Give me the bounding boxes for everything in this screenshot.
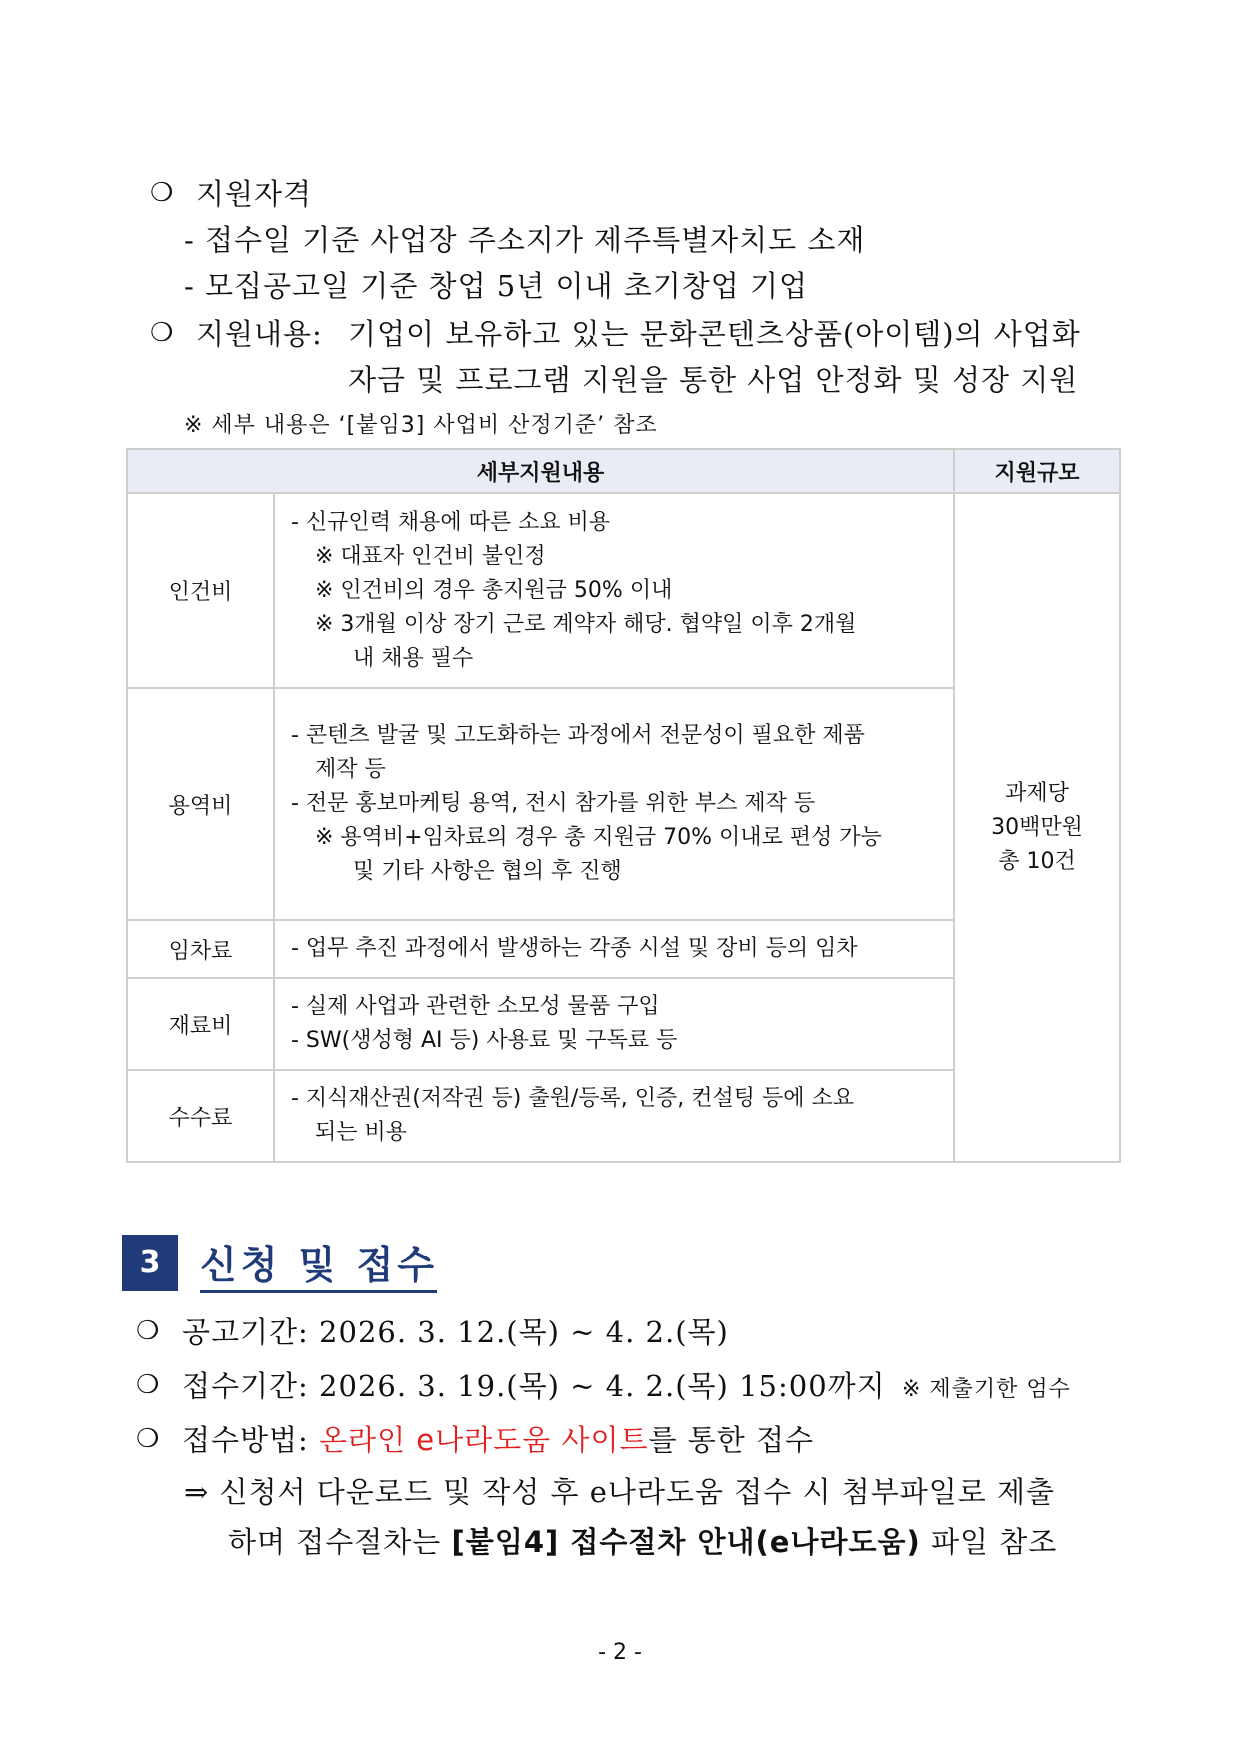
support-line-2: 자금 및 프로그램 지원을 통한 사업 안정화 및 성장 지원 xyxy=(348,363,1079,397)
row-category: 임차료 xyxy=(127,920,274,978)
table-header-row xyxy=(127,449,1120,493)
row-category: 용역비 xyxy=(127,688,274,920)
detail-post: 파일 참조 xyxy=(931,1525,1058,1559)
desc-line: 내 채용 필수 xyxy=(353,645,474,671)
header-scale: 지원규모 xyxy=(954,449,1120,493)
row-category: 수수료 xyxy=(127,1070,274,1162)
scale-line: 30백만원 xyxy=(991,814,1083,840)
method-highlight: 온라인 e나라도움 사이트 xyxy=(319,1423,649,1457)
desc-line: ※ 용역비+임차료의 경우 총 지원금 70% 이내로 편성 가능 xyxy=(315,825,882,850)
desc-line: - 실제 사업과 관련한 소모성 물품 구입 xyxy=(291,994,660,1019)
desc-line: ※ 3개월 이상 장기 근로 계약자 해당. 협약일 이후 2개월 xyxy=(315,611,857,637)
row-description xyxy=(274,920,954,978)
row-description xyxy=(274,1070,954,1162)
desc-line: - 전문 홍보마케팅 용역, 전시 참가를 위한 부스 제작 등 xyxy=(291,791,816,816)
support-note: ※ 세부 내용은 ‘[붙임3] 사업비 산정기준’ 참조 xyxy=(184,413,658,438)
eligibility-title: 지원자격 xyxy=(196,177,313,211)
desc-line: - 지식재산권(저작권 등) 출원/등록, 인증, 컨설팅 등에 소요 xyxy=(291,1086,855,1111)
circle-bullet-icon: ❍ xyxy=(136,1370,160,1400)
notice-period: 공고기간: 2026. 3. 12.(목) ~ 4. 2.(목) xyxy=(182,1315,729,1349)
desc-line: ※ 인건비의 경우 총지원금 50% 이내 xyxy=(315,577,673,603)
receipt-period: 접수기간: 2026. 3. 19.(목) ~ 4. 2.(목) 15:00까지 xyxy=(182,1369,886,1403)
circle-bullet-icon: ❍ xyxy=(136,1424,160,1454)
row-category: 재료비 xyxy=(127,978,274,1070)
support-line-1: 기업이 보유하고 있는 문화콘텐츠상품(아이템)의 사업화 xyxy=(348,317,1081,351)
receipt-method xyxy=(182,1418,814,1459)
section-title-underline xyxy=(200,1290,437,1293)
desc-line: 되는 비용 xyxy=(315,1120,408,1145)
desc-line: - SW(생성형 AI 등) 사용료 및 구독료 등 xyxy=(291,1028,678,1053)
scale-line: 과제당 xyxy=(1005,780,1069,806)
scale-line: 총 10건 xyxy=(998,848,1076,874)
circle-bullet-icon: ❍ xyxy=(150,178,174,208)
detail-pre: 하며 접수절차는 xyxy=(228,1525,442,1559)
desc-line: 및 기타 사항은 협의 후 진행 xyxy=(353,859,622,884)
desc-line: - 신규인력 채용에 따른 소요 비용 xyxy=(291,509,611,535)
row-description xyxy=(274,688,954,920)
table-row xyxy=(127,493,1120,688)
desc-line: 제작 등 xyxy=(315,757,386,782)
desc-line: - 콘텐츠 발굴 및 고도화하는 과정에서 전문성이 필요한 제품 xyxy=(291,723,865,748)
method-detail-line-1: ⇒ 신청서 다운로드 및 작성 후 e나라도움 접수 시 첨부파일로 제출 xyxy=(184,1475,1055,1509)
row-category: 인건비 xyxy=(127,493,274,688)
row-description xyxy=(274,978,954,1070)
section-title: 신청 및 접수 xyxy=(200,1243,438,1287)
method-label: 접수방법: xyxy=(182,1423,309,1457)
desc-line: - 업무 추진 과정에서 발생하는 각종 시설 및 장비 등의 임차 xyxy=(291,936,858,961)
support-detail-table xyxy=(126,448,1121,1163)
page-number: - 2 - xyxy=(598,1640,642,1665)
eligibility-item-1: - 접수일 기준 사업장 주소지가 제주특별자치도 소재 xyxy=(184,223,866,257)
section-number-badge: 3 xyxy=(122,1235,178,1291)
circle-bullet-icon: ❍ xyxy=(136,1316,160,1346)
row-description xyxy=(274,493,954,688)
support-scale-cell xyxy=(954,493,1120,1162)
method-rest: 를 통한 접수 xyxy=(648,1423,814,1457)
receipt-note: ※ 제출기한 엄수 xyxy=(902,1377,1071,1402)
eligibility-item-2: - 모집공고일 기준 창업 5년 이내 초기창업 기업 xyxy=(184,269,809,303)
method-detail-line-2 xyxy=(228,1520,1057,1561)
detail-bold: [붙임4] 접수절차 안내(e나라도움) xyxy=(451,1525,921,1559)
desc-line: ※ 대표자 인건비 불인정 xyxy=(315,543,546,569)
circle-bullet-icon: ❍ xyxy=(150,318,174,348)
support-label: 지원내용: xyxy=(196,317,323,351)
header-detail: 세부지원내용 xyxy=(127,449,954,493)
